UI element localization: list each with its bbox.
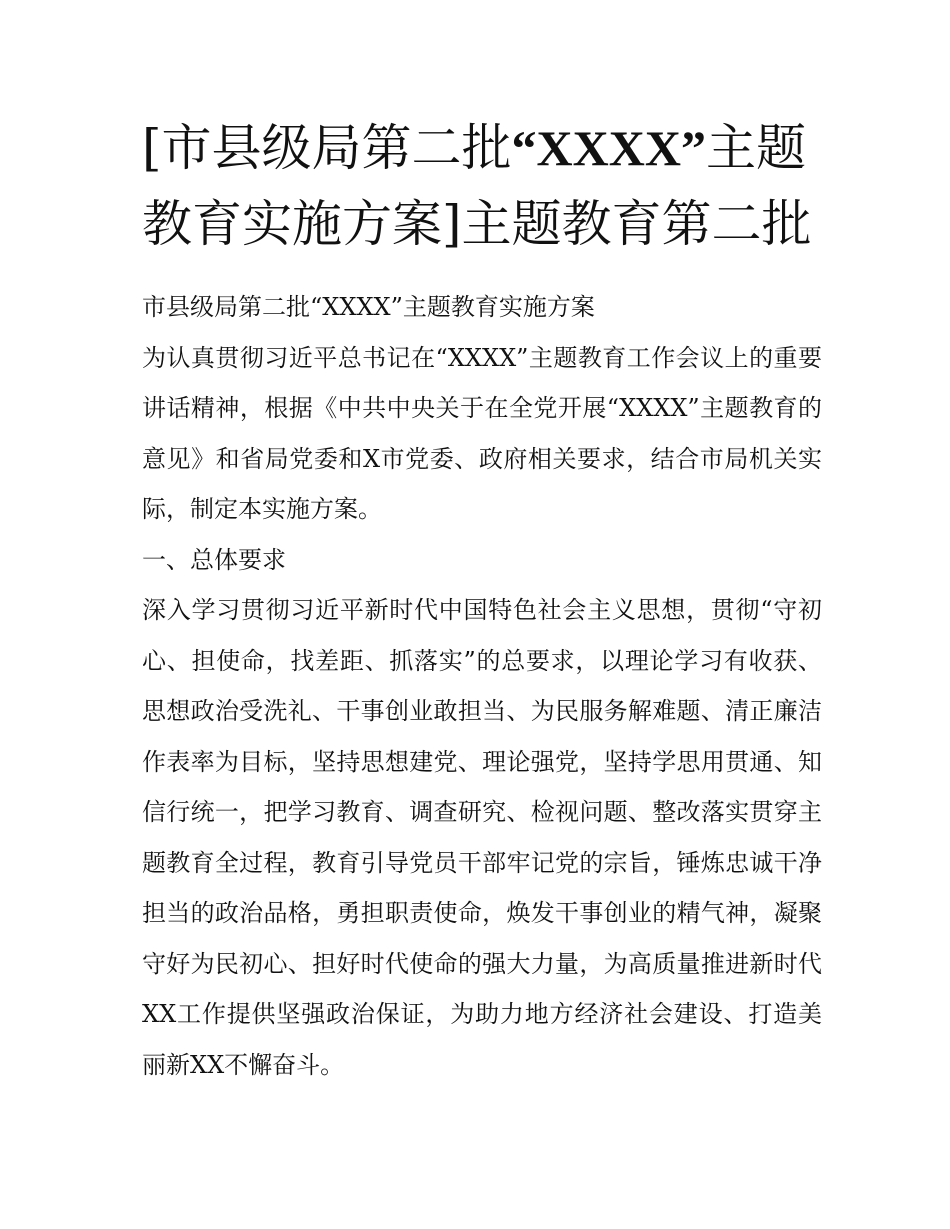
requirements-paragraph: 深入学习贯彻习近平新时代中国特色社会主义思想，贯彻“守初心、担使命，找差距、抓落实”的总要求，以理论学习有收获、思想政治受洗礼、干事创业敢担当、为民服务解难题、清正廉洁作表率为目标，坚持思想建党、理论强党，坚持学思用贯通、知信行统一，把学习教育、调查研究、检视问题、整改落实贯穿主题教育全过程，教育引导党员干部牢记党的宗旨，锤炼忠诚干净担当的政治品格，勇担职责使命，焕发干事创业的精气神，凝聚守好为民初心、担好时代使命的强大力量，为高质量推进新时代XX工作提供坚强政治保证，为助力地方经济社会建设、打造美丽新XX不懈奋斗。 [142,596,822,1079]
title-part-2: “XXXX” [511,120,706,176]
subtitle-paragraph: 市县级局第二批“XXXX”主题教育实施方案 [142,293,595,321]
section-heading: 一、总体要求 [142,545,286,574]
document-body [142,282,822,1090]
document-title [142,110,822,262]
document-content [142,110,822,1090]
intro-paragraph: 为认真贯彻习近平总书记在“XXXX”主题教育工作会议上的重要讲话精神，根据《中共中央关于在全党开展“XXXX”主题教育的意见》和省局党委和X市党委、政府相关要求，结合市局机关实际，制定本实施方案。 [142,343,822,523]
title-part-4: 教育实施方案]主题教育第二批 [142,195,812,253]
title-part-3: 主题 [705,119,806,177]
title-part-1: [市县级局第二批 [142,119,512,177]
